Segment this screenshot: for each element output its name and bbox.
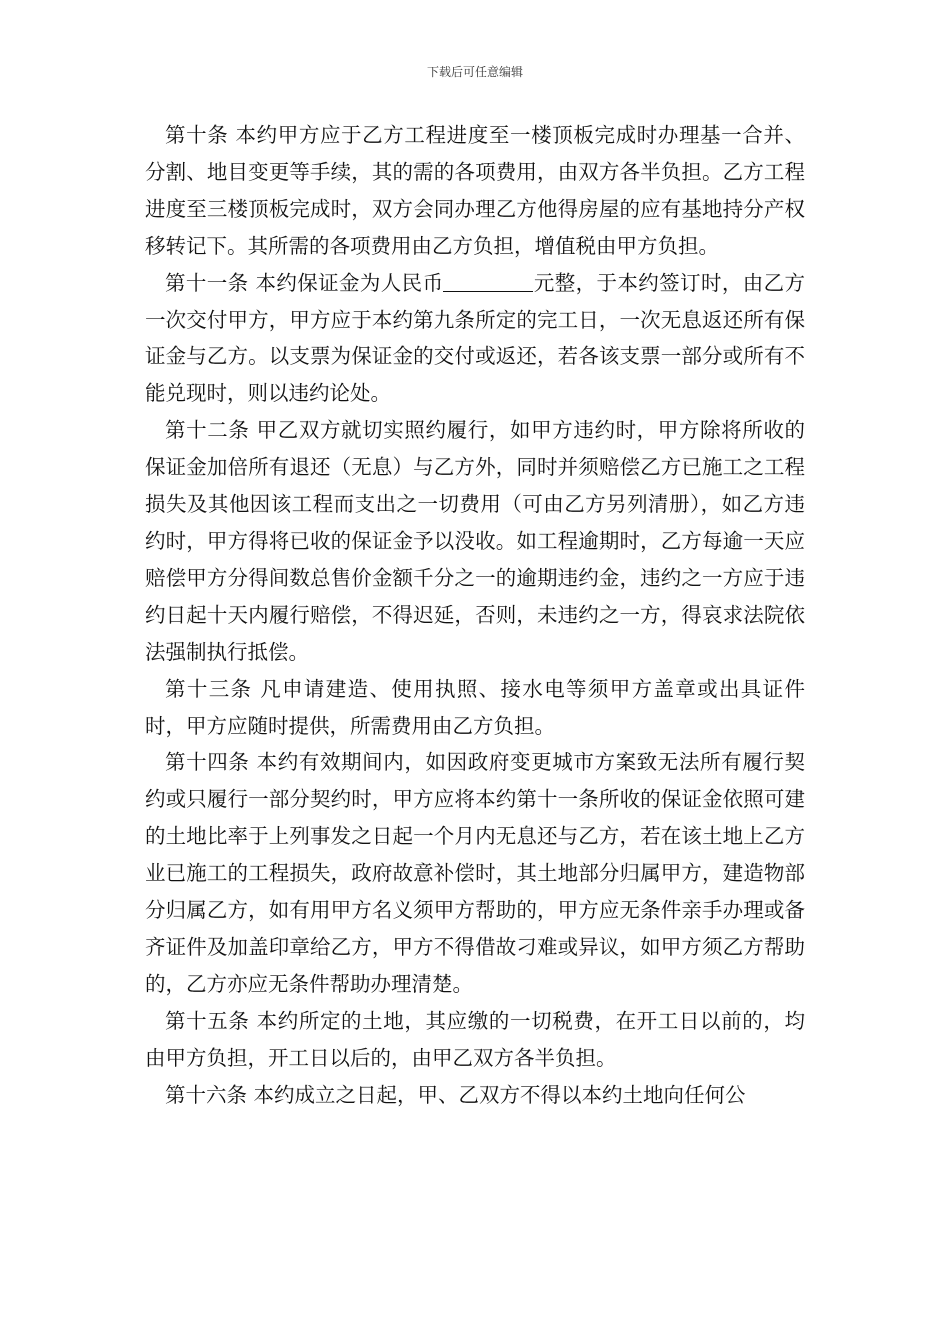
- page-header: 下载后可任意编辑: [426, 65, 523, 79]
- deposit-amount-blank: [443, 269, 533, 292]
- article-15: 第十五条 本约所定的土地，其应缴的一切税费，在开工日以前的，均由甲方负担，开工日以后的，由甲乙双方各半负担。: [145, 1008, 805, 1070]
- article-12: 第十二条 甲乙双方就切实照约履行，如甲方违约时，甲方除将所收的保证金加倍所有退还（无息）与乙方外，同时并须赔偿乙方已施工之工程损失及其他因该工程而支出之一切费用（可由乙方另列清册），如乙方违约时，甲方得将已收的保证金予以没收。如工程逾期时，乙方每逾一天应赔偿甲方分得间数总售价金额千分之一的逾期违约金，违约之一方应于违约日起十天内履行赔偿，不得迟延，否则，未违约之一方，得哀求法院依法强制执行抵偿。: [145, 418, 805, 664]
- article-11: [145, 265, 805, 413]
- article-16: 第十六条 本约成立之日起，甲、乙双方不得以本约土地向任何公: [165, 1082, 746, 1107]
- article-13: 第十三条 凡申请建造、使用执照、接水电等须甲方盖章或出具证件时，甲方应随时提供，所需费用由乙方负担。: [145, 676, 805, 738]
- article-11-text-before-blank: 第十一条 本约保证金为人民币: [165, 270, 444, 295]
- article-10: 第十条 本约甲方应于乙方工程进度至一楼顶板完成时办理基一合并、分割、地目变更等手续，其的需的各项费用，由双方各半负担。乙方工程进度至三楼顶板完成时，双方会同办理乙方他得房屋的应有基地持分产权移转记下。其所需的各项费用由乙方负担，增值税由甲方负担。: [145, 123, 805, 258]
- article-14: 第十四条 本约有效期间内，如因政府变更城市方案致无法所有履行契约或只履行一部分契约时，甲方应将本约第十一条所收的保证金依照可建的土地比率于上列事发之日起一个月内无息还与乙方，若在该土地上乙方业已施工的工程损失，政府故意补偿时，其土地部分归属甲方，建造物部分归属乙方，如有用甲方名义须甲方帮助的，甲方应无条件亲手办理或备齐证件及加盖印章给乙方，甲方不得借故刁难或异议，如甲方须乙方帮助的，乙方亦应无条件帮助办理清楚。: [145, 750, 805, 996]
- document-body: [145, 117, 805, 1113]
- article-11-text-after-blank: 元整，于本约签订时，由乙方一次交付甲方，甲方应于本约第九条所定的完工日，一次无息返还所有保证金与乙方。以支票为保证金的交付或返还，若各该支票一部分或所有不能兑现时，则以违约论处。: [145, 270, 806, 406]
